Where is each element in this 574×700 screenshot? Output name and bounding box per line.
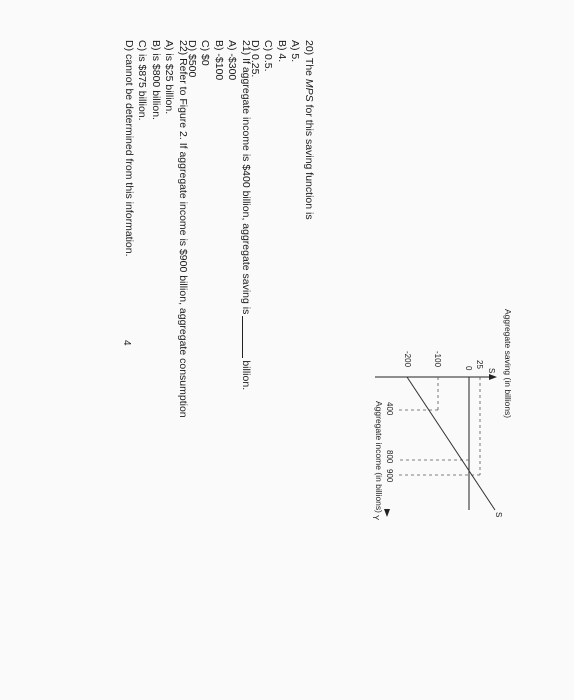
y-axis-arrowhead [489, 374, 497, 380]
page-number: 4 [121, 340, 132, 346]
y-tick-neg200: -200 [403, 351, 412, 368]
x-axis-arrowhead [384, 509, 390, 517]
rotated-page-content [95, 40, 515, 660]
answer-option: B) -$100 [213, 40, 225, 81]
answer-option: A) is $25 billion. [163, 40, 176, 115]
line-label-s: S [494, 512, 503, 518]
y-tick-neg100: -100 [433, 351, 442, 368]
answer-option: A) -$300 [226, 40, 239, 81]
saving-function-line [407, 377, 495, 510]
answer-option: A) 5. [289, 40, 302, 63]
answer-option: D) cannot be determined from this information. [123, 40, 135, 257]
answer-option: C) $0 [199, 40, 212, 66]
question-22 [122, 40, 190, 418]
question-stem: 21) If aggregate income is $400 billion, aggregate saving isbillion. [240, 40, 252, 391]
question-20 [248, 40, 316, 220]
y-tick-0: 0 [464, 366, 473, 371]
question-stem: 20) The MPS for this saving function is [303, 40, 315, 220]
saving-function-figure [320, 305, 515, 535]
x-tick-900: 900 [385, 469, 394, 483]
question-21 [185, 40, 253, 390]
question-stem: 22) Refer to Figure 2. If aggregate income is $900 billion, aggregate consumption [177, 40, 189, 418]
saving-graph [320, 305, 515, 535]
answer-option: D) $500 [186, 40, 198, 78]
x-axis-letter: Y [371, 515, 380, 521]
answer-option: B) 4. [276, 40, 288, 63]
x-tick-800: 800 [385, 450, 394, 464]
x-tick-400: 400 [385, 402, 394, 416]
answer-option: D) 0.25. [249, 40, 261, 78]
y-tick-25: 25 [475, 360, 484, 369]
answer-blank [242, 316, 243, 358]
answer-option: C) 0.5. [262, 40, 275, 72]
answer-option: B) is $800 billion. [150, 40, 162, 120]
x-axis-title: Aggregate income (in billions) [374, 401, 384, 513]
answer-option: C) is $875 billion. [136, 40, 149, 121]
y-axis-letter: S [487, 368, 496, 374]
y-axis-title: Aggregate saving (in billions) [503, 309, 513, 419]
